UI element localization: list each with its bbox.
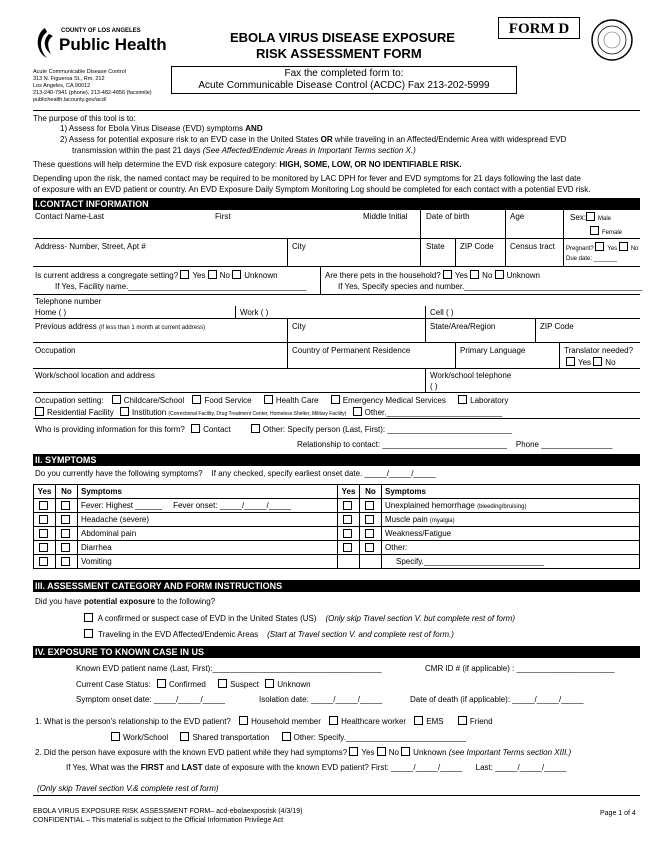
- facility-name-field[interactable]: If Yes, Facility name.________________________________________: [55, 282, 307, 291]
- purpose-text: The purpose of this tool is to:: [33, 114, 136, 123]
- due-date-field[interactable]: Due date: _______: [566, 256, 618, 262]
- translator-options: Yes No: [566, 357, 616, 367]
- risk-category-text: These questions will help determine the EVD risk exposure category: HIGH, SOME, LOW, OR NO IDENTIFIABLE RISK.: [33, 160, 462, 169]
- public-health-logo-icon: [33, 26, 57, 60]
- cmr-id-field[interactable]: CMR ID # (if applicable) : ______________________: [425, 664, 615, 673]
- other-person-checkbox[interactable]: [251, 424, 260, 433]
- translator-yes-checkbox[interactable]: [566, 357, 575, 366]
- ems-checkbox[interactable]: [331, 395, 340, 404]
- relationship-row-2: Work/School Shared transportation Other: Specify.___________________________: [111, 732, 466, 742]
- city-field[interactable]: City: [292, 242, 306, 251]
- date-of-death-field[interactable]: Date of death (if applicable): _____/_____/_____: [410, 695, 584, 704]
- pets-specify-field[interactable]: If Yes, Specify species and number.________________________________________: [338, 282, 643, 291]
- female-option: Female: [590, 226, 622, 236]
- congregate-question: Is current address a congregate setting? Yes No Unknown: [35, 271, 278, 280]
- agency-address: Acute Communicable Disease Control 313 N. Figueroa St., Rm. 212 Los Angeles, CA 90012 213-240-7941 (phone), 213-482-4856 (facsimile) publichealth.lacounty.gov/acd/: [33, 69, 152, 103]
- isolation-date-field[interactable]: Isolation date: _____/_____/_____: [259, 695, 383, 704]
- work-phone-field[interactable]: Work ( ): [240, 308, 269, 317]
- symptom-row: Headache (severe) Muscle pain (myalgia): [34, 513, 640, 527]
- section-exposure-known-case: IV. EXPOSURE TO KNOWN CASE IN US: [33, 646, 640, 658]
- agency-name: Public Health: [59, 35, 167, 54]
- dob-field[interactable]: Date of birth: [426, 212, 470, 221]
- exposure-unknown-checkbox[interactable]: [401, 747, 410, 756]
- pregnant-no-checkbox[interactable]: [619, 242, 628, 251]
- known-patient-name-field[interactable]: Known EVD patient name (Last, First):______________________________________: [76, 664, 382, 673]
- symptom-row: Diarrhea Other:: [34, 541, 640, 555]
- pets-question: Are there pets in the household? Yes No Unknown: [325, 271, 540, 280]
- household-checkbox[interactable]: [239, 716, 248, 725]
- symptoms-question: Do you currently have the following symptoms? If any checked, specify earliest onset date. _____/_____/_____: [35, 469, 436, 478]
- skip-instruction: (Only skip Travel section V.& complete rest of form): [37, 784, 219, 793]
- form-title-line2: RISK ASSESSMENT FORM: [256, 46, 422, 61]
- symptoms-table: Yes No Symptoms Yes No Symptoms Fever: Highest ______ Fever onset: _____/_____/_____ Unexplained hemorrhage (bleeding/bruising) Headache (severe) Muscle pain (myalgia) Abdominal pain Weakness/Fatigue Diarrhea Other: Vomiting Specify.___________________________: [33, 484, 640, 569]
- relationship-row: Relationship to contact: ____________________________ Phone ________________: [297, 440, 613, 449]
- muscle-no-checkbox[interactable]: [365, 515, 374, 524]
- purpose-item-2b: transmission within the past 21 days (See Affected/Endemic Areas in Important Terms section X.): [72, 146, 416, 155]
- page-number: Page 1 of 4: [600, 810, 636, 817]
- case-status-row: Current Case Status: Confirmed Suspect Unknown: [76, 680, 311, 689]
- us-case-checkbox[interactable]: [84, 613, 93, 622]
- state-region-field[interactable]: State/Area/Region: [430, 322, 496, 331]
- fax-box: [171, 66, 517, 94]
- vomiting-yes-checkbox[interactable]: [39, 557, 48, 566]
- hemorrhage-yes-checkbox[interactable]: [343, 501, 352, 510]
- weakness-yes-checkbox[interactable]: [343, 529, 352, 538]
- suspect-checkbox[interactable]: [218, 679, 227, 688]
- cell-phone-field[interactable]: Cell ( ): [430, 308, 454, 317]
- relationship-question: 1. What is the person's relationship to the EVD patient? Household member Healthcare worker EMS Friend: [35, 717, 493, 726]
- childcare-checkbox[interactable]: [112, 395, 121, 404]
- headache-yes-checkbox[interactable]: [39, 515, 48, 524]
- exposure-option-2: Traveling in the EVD Affected/Endemic Areas (Start at Travel section V. and complete rest of form.): [84, 629, 454, 639]
- purpose-item-1: 1) Assess for Ebola Virus Disease (EVD) symptoms AND: [60, 124, 263, 133]
- translator-label: Translator needed?: [564, 346, 634, 355]
- vomiting-no-checkbox[interactable]: [61, 557, 70, 566]
- institution-checkbox[interactable]: [120, 407, 129, 416]
- laboratory-checkbox[interactable]: [458, 395, 467, 404]
- section-contact-information: I.CONTACT INFORMATION: [33, 198, 640, 210]
- county-name: COUNTY OF LOS ANGELES: [61, 28, 141, 34]
- diarrhea-no-checkbox[interactable]: [61, 543, 70, 552]
- exposure-yes-checkbox[interactable]: [349, 747, 358, 756]
- county-seal-icon: [590, 18, 634, 62]
- food-service-checkbox[interactable]: [192, 395, 201, 404]
- telephone-label: Telephone number: [35, 297, 102, 306]
- address-field[interactable]: Address- Number, Street, Apt #: [35, 242, 146, 251]
- translator-no-checkbox[interactable]: [593, 357, 602, 366]
- monitoring-text-2: of exposure with an EVD patient or country. An EVD Exposure Daily Symptom Monitoring Log should be completed for each contact with a potential EVD risk.: [33, 185, 591, 194]
- exposure-no-checkbox[interactable]: [377, 747, 386, 756]
- abdominal-yes-checkbox[interactable]: [39, 529, 48, 538]
- symptom-row: Abdominal pain Weakness/Fatigue: [34, 527, 640, 541]
- contact-checkbox[interactable]: [191, 424, 200, 433]
- pets-yes-checkbox[interactable]: [443, 270, 452, 279]
- exposure-option-1: A confirmed or suspect case of EVD in the United States (US) (Only skip Travel section V. but complete rest of form): [84, 613, 515, 623]
- work-telephone-label: Work/school telephone: [430, 371, 512, 380]
- symptomatic-exposure-question: 2. Did the person have exposure with the known EVD patient while they had symptoms? Yes No Unknown (see Important Terms section XIII.): [35, 748, 572, 757]
- occupation-setting-row1: Occupation setting: Childcare/School Food Service Health Care Emergency Medical Services Laboratory: [35, 396, 509, 405]
- weakness-no-checkbox[interactable]: [365, 529, 374, 538]
- friend-checkbox[interactable]: [458, 716, 467, 725]
- previous-address-field[interactable]: Previous address (if less than 1 month at current address): [35, 322, 206, 331]
- country-residence-field[interactable]: Country of Permanent Residence: [292, 346, 411, 355]
- diarrhea-yes-checkbox[interactable]: [39, 543, 48, 552]
- divider: [33, 110, 640, 111]
- fax-line2: Acute Communicable Disease Control (ACDC) Fax 213-202-5999: [198, 80, 490, 91]
- state-field[interactable]: State: [426, 242, 445, 251]
- pets-unknown-checkbox[interactable]: [495, 270, 504, 279]
- census-tract-field[interactable]: Census tract: [510, 242, 555, 251]
- status-unknown-checkbox[interactable]: [265, 679, 274, 688]
- symptom-row: Vomiting Specify.___________________________: [34, 555, 640, 569]
- contact-last-name-field[interactable]: Contact Name-Last: [35, 212, 104, 221]
- shared-transport-checkbox[interactable]: [180, 732, 189, 741]
- work-telephone-field[interactable]: ( ): [430, 382, 438, 391]
- info-provider-row: Who is providing information for this form? Contact Other: Specify person (Last, First): ____________________________: [35, 425, 512, 434]
- muscle-yes-checkbox[interactable]: [343, 515, 352, 524]
- zip-field[interactable]: ZIP Code: [460, 242, 494, 251]
- form-title-line1: EBOLA VIRUS DISEASE EXPOSURE: [230, 30, 455, 45]
- purpose-item-2: 2) Assess for potential exposure risk to an EVD case in the United States OR while traveling in an Affected/Endemic Area with widespread EVD: [60, 135, 567, 144]
- form-label: FORM D: [498, 17, 580, 39]
- fax-line1: Fax the completed form to:: [284, 68, 404, 79]
- congregate-no-checkbox[interactable]: [208, 270, 217, 279]
- congregate-unknown-checkbox[interactable]: [232, 270, 241, 279]
- primary-language-field[interactable]: Primary Language: [460, 346, 526, 355]
- footer-form-id: EBOLA VIRUS EXPOSURE RISK ASSESSMENT FORM– acd-ebolaexposrisk (4/3/19): [33, 808, 303, 815]
- symptom-onset-date-field[interactable]: Symptom onset date: _____/_____/_____: [76, 695, 225, 704]
- female-checkbox[interactable]: [590, 226, 599, 235]
- footer-confidential: CONFIDENTIAL – This material is subject to the Official Information Privilege Act: [33, 817, 284, 824]
- work-location-field[interactable]: Work/school location and address: [35, 371, 155, 380]
- hcw-checkbox[interactable]: [329, 716, 338, 725]
- male-checkbox[interactable]: [586, 212, 595, 221]
- monitoring-text-1: Depending upon the risk, the named contact may be required to be monitored by LAC DPH for fever and EVD symptoms for 21 days following the last date: [33, 174, 581, 183]
- occupation-field[interactable]: Occupation: [35, 346, 76, 355]
- fever-yes-checkbox[interactable]: [39, 501, 48, 510]
- sex-field: Sex: Male: [570, 213, 612, 222]
- affected-area-checkbox[interactable]: [84, 629, 93, 638]
- section-assessment-category: III. ASSESSMENT CATEGORY AND FORM INSTRUCTIONS: [33, 580, 640, 592]
- previous-city-field[interactable]: City: [292, 322, 306, 331]
- middle-initial-field[interactable]: Middle Initial: [363, 212, 408, 221]
- confirmed-checkbox[interactable]: [157, 679, 166, 688]
- exposure-question: Did you have potential exposure to the following?: [35, 597, 216, 606]
- headache-no-checkbox[interactable]: [61, 515, 70, 524]
- exposure-dates-row: If Yes, What was the FIRST and LAST date of exposure with the known EVD patient? First: _____/_____/_____ Last: _____/_____/_____: [66, 763, 567, 772]
- fever-no-checkbox[interactable]: [61, 501, 70, 510]
- section-symptoms: II. SYMPTOMS: [33, 454, 640, 466]
- other-relation-checkbox[interactable]: [282, 732, 291, 741]
- hemorrhage-no-checkbox[interactable]: [365, 501, 374, 510]
- other-symptom-no-checkbox[interactable]: [365, 543, 374, 552]
- residential-checkbox[interactable]: [35, 407, 44, 416]
- symptom-row: Fever: Highest ______ Fever onset: _____/_____/_____ Unexplained hemorrhage (bleeding/bruising): [34, 499, 640, 513]
- pregnant-field: Pregnant? Yes No: [566, 242, 639, 252]
- age-field[interactable]: Age: [510, 212, 525, 221]
- county-seal: [590, 18, 634, 64]
- health-care-checkbox[interactable]: [264, 395, 273, 404]
- pregnant-yes-checkbox[interactable]: [595, 242, 604, 251]
- congregate-yes-checkbox[interactable]: [180, 270, 189, 279]
- other-setting-checkbox[interactable]: [353, 407, 362, 416]
- logo: [33, 24, 167, 66]
- pets-no-checkbox[interactable]: [470, 270, 479, 279]
- previous-zip-field[interactable]: ZIP Code: [540, 322, 574, 331]
- ems-relation-checkbox[interactable]: [414, 716, 423, 725]
- home-phone-field[interactable]: Home ( ): [35, 308, 67, 317]
- work-school-checkbox[interactable]: [111, 732, 120, 741]
- occupation-setting-row2: Residential Facility Institution (Correctional Facility, Drug Treatment Center, Homeless Shelter, Military Facility) Other.__________________________: [35, 407, 502, 417]
- contact-first-name-field[interactable]: First: [215, 212, 231, 221]
- abdominal-no-checkbox[interactable]: [61, 529, 70, 538]
- other-symptom-yes-checkbox[interactable]: [343, 543, 352, 552]
